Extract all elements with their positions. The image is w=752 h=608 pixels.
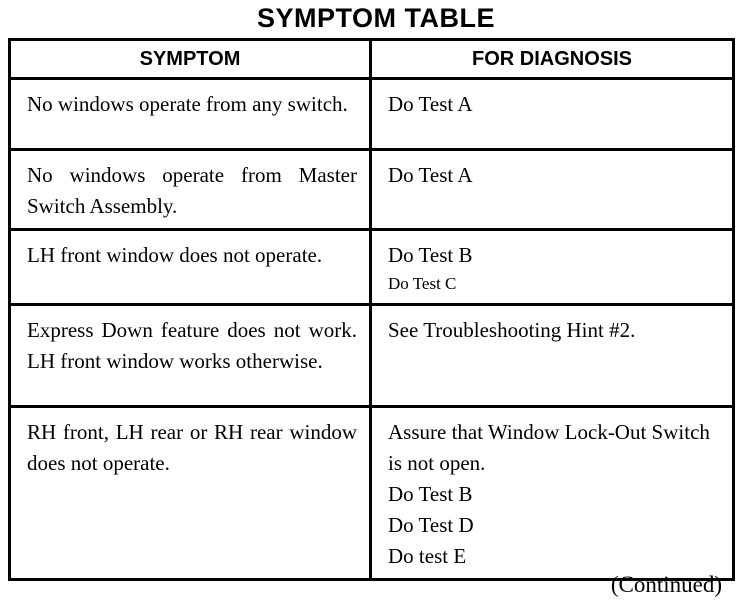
continued-note: (Continued) — [610, 572, 722, 597]
symptom-text: No windows operate from Master Switch Assembly. — [27, 163, 357, 218]
diagnosis-line: Do Test C — [388, 274, 457, 293]
symptom-text: No windows operate from any switch. — [27, 92, 348, 116]
diagnosis-cell — [371, 305, 734, 407]
diagnosis-line: Do Test B — [388, 243, 473, 267]
table-header-row — [10, 40, 734, 79]
symptom-cell — [10, 230, 371, 305]
column-header-symptom: SYMPTOM — [10, 40, 371, 79]
diagnosis-cell — [371, 79, 734, 150]
diagnosis-line: Do Test A — [388, 163, 473, 187]
symptom-cell — [10, 150, 371, 230]
diagnosis-cell — [371, 407, 734, 580]
symptom-text: RH front, LH rear or RH rear window does not operate. — [27, 420, 357, 475]
diagnosis-line: Do Test D — [388, 513, 474, 537]
diagnosis-line: Do test E — [388, 544, 467, 568]
table-row — [10, 407, 734, 580]
diagnosis-line: Do Test A — [388, 92, 473, 116]
symptom-cell — [10, 79, 371, 150]
diagnosis-cell — [371, 150, 734, 230]
symptom-cell — [10, 305, 371, 407]
diagnosis-line: See Troubleshooting Hint #2. — [388, 318, 636, 342]
table-row — [10, 305, 734, 407]
table-row — [10, 230, 734, 305]
diagnosis-line: Do Test B — [388, 482, 473, 506]
page-title: SYMPTOM TABLE — [256, 3, 495, 33]
symptom-table — [8, 38, 735, 581]
symptom-cell — [10, 407, 371, 580]
diagnosis-cell — [371, 230, 734, 305]
symptom-text: LH front window does not operate. — [27, 243, 323, 267]
table-row — [10, 150, 734, 230]
table-row — [10, 79, 734, 150]
diagnosis-line: Assure that Window Lock-Out Switch is not open. — [388, 420, 710, 475]
column-header-diagnosis: FOR DIAGNOSIS — [371, 40, 734, 79]
symptom-text: Express Down feature does not work. LH front window works otherwise. — [27, 318, 357, 373]
